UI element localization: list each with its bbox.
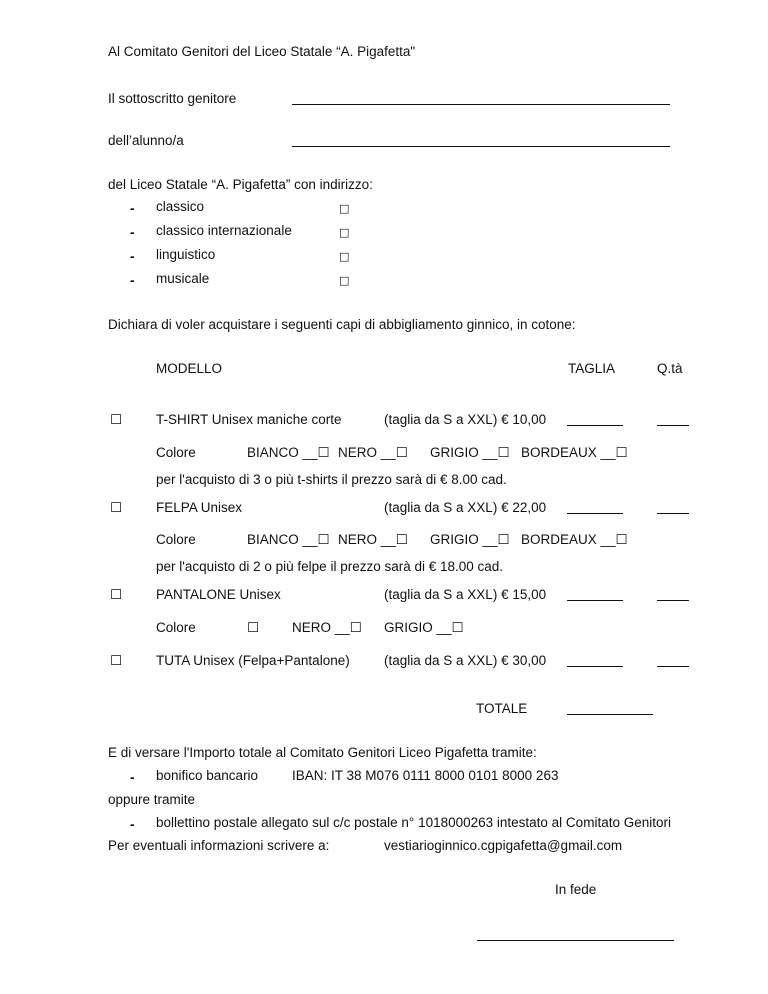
tuta-price: (taglia da S a XXL) € 30,00	[384, 653, 547, 668]
tshirt-checkbox[interactable]: ☐	[110, 412, 123, 428]
felpa-qty-field[interactable]	[657, 513, 689, 514]
iban-text: IBAN: IT 38 M076 0111 8000 0101 8000 263	[292, 768, 559, 783]
bullet-dash: -	[130, 770, 135, 785]
column-size: TAGLIA	[568, 361, 616, 376]
contact-email[interactable]: vestiarioginnico.cgpigafetta@gmail.com	[384, 838, 623, 853]
tshirt-qty-field[interactable]	[657, 425, 689, 426]
parent-name-field[interactable]	[292, 104, 670, 105]
tshirt-color-grigio[interactable]: GRIGIO __☐	[430, 445, 510, 460]
tshirt-color-label: Colore	[156, 445, 196, 460]
column-model: MODELLO	[156, 361, 223, 376]
pantalone-name: PANTALONE Unisex	[156, 587, 281, 602]
felpa-color-bordeaux[interactable]: BORDEAUX __☐	[521, 532, 628, 547]
felpa-color-label: Colore	[156, 532, 196, 547]
bonifico-label: bonifico bancario	[156, 768, 259, 783]
bullet-dash: -	[130, 817, 135, 832]
addressee-header: Al Comitato Genitori del Liceo Statale “A. Pigafetta"	[108, 44, 416, 59]
declaration-text: Dichiara di voler acquistare i seguenti capi di abbigliamento ginnico, in cotone:	[108, 317, 576, 332]
in-fede-label: In fede	[555, 882, 597, 897]
total-field[interactable]	[567, 714, 653, 715]
tshirt-color-nero[interactable]: NERO __☐	[338, 445, 408, 460]
indirizzo-linguistico-checkbox[interactable]: □	[339, 250, 350, 263]
oppure-text: oppure tramite	[108, 792, 196, 807]
felpa-checkbox[interactable]: ☐	[110, 500, 123, 516]
tshirt-discount-note: per l'acquisto di 3 o più t-shirts il prezzo sarà di € 8.00 cad.	[156, 472, 507, 487]
parent-label: Il sottoscritto genitore	[108, 91, 237, 106]
tuta-checkbox[interactable]: ☐	[110, 653, 123, 669]
student-label: dell’alunno/a	[108, 133, 184, 148]
pantalone-color-box[interactable]: ☐	[247, 620, 260, 636]
info-label: Per eventuali informazioni scrivere a:	[108, 838, 330, 853]
felpa-name: FELPA Unisex	[156, 500, 243, 515]
signature-field[interactable]	[477, 940, 674, 941]
tshirt-size-field[interactable]	[567, 425, 623, 426]
tshirt-price: (taglia da S a XXL) € 10,00	[384, 412, 547, 427]
felpa-color-nero[interactable]: NERO __☐	[338, 532, 408, 547]
bollettino-text: bollettino postale allegato sul c/c postale n° 1018000263 intestato al Comitato Genitori	[156, 815, 671, 830]
indirizzo-musicale-checkbox[interactable]: □	[339, 274, 350, 287]
bullet-dash: -	[130, 225, 135, 240]
bullet-dash: -	[130, 273, 135, 288]
pantalone-qty-field[interactable]	[657, 600, 689, 601]
indirizzo-classico-label: classico	[156, 199, 205, 214]
tuta-qty-field[interactable]	[657, 666, 689, 667]
column-qty: Q.tà	[657, 361, 683, 376]
payment-intro: E di versare l'Importo totale al Comitato Genitori Liceo Pigafetta tramite:	[108, 745, 537, 760]
felpa-size-field[interactable]	[567, 513, 623, 514]
felpa-price: (taglia da S a XXL) € 22,00	[384, 500, 547, 515]
bullet-dash: -	[130, 249, 135, 264]
tuta-size-field[interactable]	[567, 666, 623, 667]
bullet-dash: -	[130, 201, 135, 216]
total-label: TOTALE	[476, 701, 528, 716]
indirizzo-classico-checkbox[interactable]: □	[339, 202, 350, 215]
indirizzo-linguistico-label: linguistico	[156, 247, 216, 262]
tshirt-name: T-SHIRT Unisex maniche corte	[156, 412, 342, 427]
pantalone-color-grigio[interactable]: GRIGIO __☐	[384, 620, 464, 635]
pantalone-color-label: Colore	[156, 620, 196, 635]
indirizzo-internazionale-label: classico internazionale	[156, 223, 292, 238]
pantalone-price: (taglia da S a XXL) € 15,00	[384, 587, 547, 602]
indirizzo-internazionale-checkbox[interactable]: □	[339, 226, 350, 239]
felpa-color-grigio[interactable]: GRIGIO __☐	[430, 532, 510, 547]
pantalone-checkbox[interactable]: ☐	[110, 587, 123, 603]
tshirt-color-bianco[interactable]: BIANCO __☐	[247, 445, 330, 460]
felpa-discount-note: per l'acquisto di 2 o più felpe il prezzo sarà di € 18.00 cad.	[156, 559, 504, 574]
school-line: del Liceo Statale “A. Pigafetta” con indirizzo:	[108, 177, 373, 192]
pantalone-size-field[interactable]	[567, 600, 623, 601]
tuta-name: TUTA Unisex (Felpa+Pantalone)	[156, 653, 350, 668]
indirizzo-musicale-label: musicale	[156, 271, 210, 286]
felpa-color-bianco[interactable]: BIANCO __☐	[247, 532, 330, 547]
pantalone-color-nero[interactable]: NERO __☐	[292, 620, 362, 635]
tshirt-color-bordeaux[interactable]: BORDEAUX __☐	[521, 445, 628, 460]
student-name-field[interactable]	[292, 146, 670, 147]
